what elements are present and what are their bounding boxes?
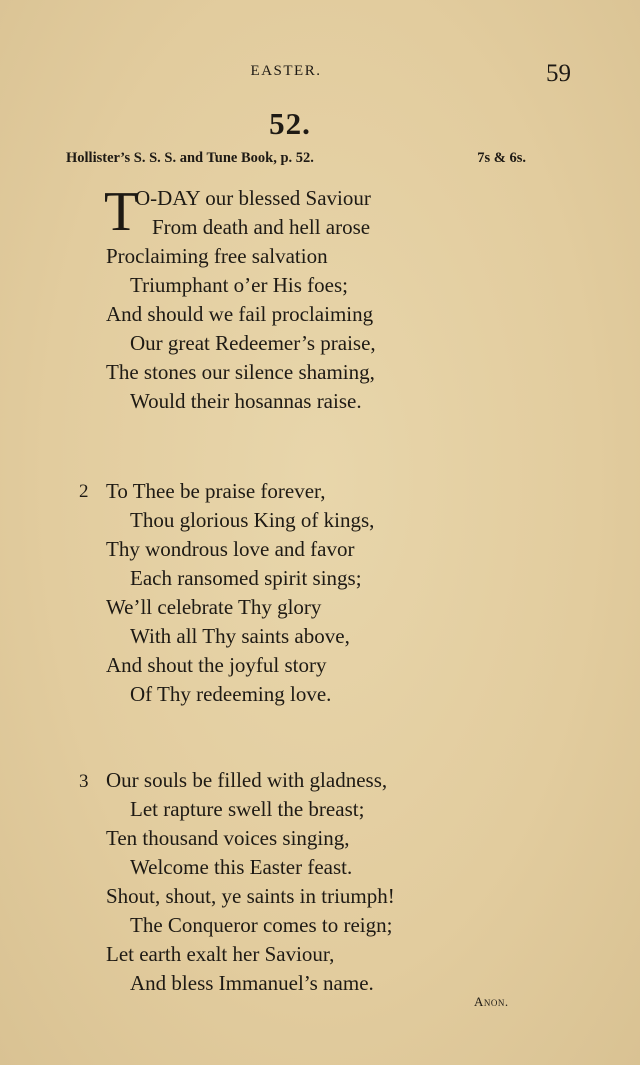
hymn-number: 52. <box>269 106 311 141</box>
verse-line: O-DAY our blessed Saviour <box>135 186 371 210</box>
verse-line: Let rapture swell the breast; <box>130 797 365 821</box>
author-attribution: Anon. <box>474 994 509 1009</box>
verse-line: Would their hosannas raise. <box>130 389 362 413</box>
verse-line: And should we fail proclaiming <box>106 302 374 326</box>
verse-line: Triumphant o’er His foes; <box>130 273 348 297</box>
hymn-meter: 7s & 6s. <box>477 150 526 166</box>
verse-line: Of Thy redeeming love. <box>130 682 332 706</box>
verse-line: Proclaiming free salvation <box>106 244 328 268</box>
verse-line: The stones our silence shaming, <box>106 360 375 384</box>
tune-source: Hollister’s S. S. S. and Tune Book, p. 52. <box>66 150 314 166</box>
verse-line: Let earth exalt her Saviour, <box>106 942 335 966</box>
drop-cap: T <box>104 181 139 243</box>
verse-number: 2 <box>79 481 89 502</box>
verse-number: 3 <box>79 771 89 792</box>
verse-line: We’ll celebrate Thy glory <box>106 595 322 619</box>
verse-line: Our great Redeemer’s praise, <box>130 331 376 355</box>
verse-line: Shout, shout, ye saints in triumph! <box>106 884 395 908</box>
verse-line: The Conqueror comes to reign; <box>130 913 393 937</box>
verse-line: Our souls be filled with gladness, <box>106 768 388 792</box>
section-title: EASTER. <box>250 63 322 79</box>
verse-line: To Thee be praise forever, <box>106 479 326 503</box>
verse-line: Thy wondrous love and favor <box>106 537 355 561</box>
verse-line: Thou glorious King of kings, <box>130 508 375 532</box>
verse-line: And bless Immanuel’s name. <box>130 971 374 995</box>
verse-line: Each ransomed spirit sings; <box>130 566 362 590</box>
tune-reference <box>66 150 526 167</box>
page-number: 59 <box>546 60 571 87</box>
verse-line: With all Thy saints above, <box>130 624 350 648</box>
verse-line: Welcome this Easter feast. <box>130 855 353 879</box>
verse-line: From death and hell arose <box>152 215 371 239</box>
verse-line: And shout the joyful story <box>106 653 327 677</box>
verse-line: Ten thousand voices singing, <box>106 826 350 850</box>
